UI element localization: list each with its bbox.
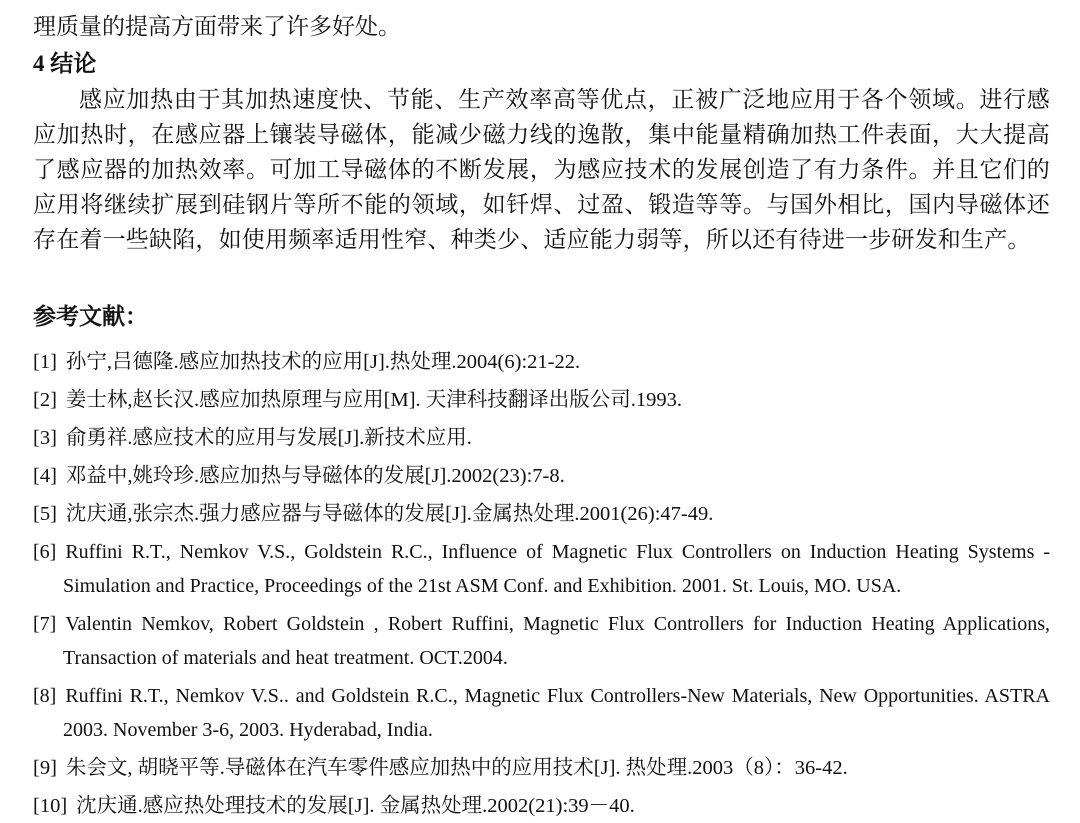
reference-marker: [5]	[33, 503, 57, 525]
reference-item-3	[33, 421, 1050, 455]
carryover-paragraph-line: 理质量的提高方面带来了许多好处。	[33, 14, 401, 39]
reference-item-2	[33, 383, 1050, 417]
reference-marker: [6]	[33, 541, 57, 563]
reference-item-9	[33, 751, 1050, 785]
reference-item-4	[33, 459, 1050, 493]
reference-text: 沈庆通.感应热处理技术的发展[J]. 金属热处理.2002(21):39－40.	[76, 795, 635, 817]
reference-marker: [3]	[33, 427, 57, 449]
conclusion-section-heading: 4 结论	[33, 51, 97, 76]
references-list	[33, 345, 1050, 823]
reference-marker: [9]	[33, 757, 57, 779]
reference-item-5	[33, 497, 1050, 531]
reference-marker: [1]	[33, 351, 57, 373]
reference-marker: [4]	[33, 465, 57, 487]
reference-item-1	[33, 345, 1050, 379]
reference-text: Ruffini R.T., Nemkov V.S.. and Goldstein R.C., Magnetic Flux Controllers-New Materials, New Opportunities. ASTRA 2003. November 3-6, 2003. Hyderabad, India.	[63, 685, 1050, 741]
reference-text: 姜士林,赵长汉.感应加热原理与应用[M]. 天津科技翻译出版公司.1993.	[65, 389, 683, 411]
reference-text: 孙宁,吕德隆.感应加热技术的应用[J].热处理.2004(6):21-22.	[65, 351, 581, 373]
reference-marker: [10]	[33, 795, 68, 817]
reference-text: Ruffini R.T., Nemkov V.S., Goldstein R.C., Influence of Magnetic Flux Controllers on Induction Heating Systems -Simulation and Practice, Proceedings of the 21st ASM Conf. and Exhibition. 2001. St. Louis, MO. USA.	[63, 541, 1050, 597]
reference-item-10	[33, 789, 1050, 823]
reference-item-7	[33, 607, 1050, 675]
references-heading: 参考文献：	[33, 304, 148, 329]
reference-item-6	[33, 535, 1050, 603]
reference-marker: [2]	[33, 389, 57, 411]
reference-text: 邓益中,姚玲珍.感应加热与导磁体的发展[J].2002(23):7-8.	[65, 465, 565, 487]
reference-text: 俞勇祥.感应技术的应用与发展[J].新技术应用.	[65, 427, 472, 449]
reference-item-8	[33, 679, 1050, 747]
conclusion-paragraph: 感应加热由于其加热速度快、节能、生产效率高等优点，正被广泛地应用于各个领域。进行感应加热时，在感应器上镶装导磁体，能减少磁力线的逸散，集中能量精确加热工件表面，大大提高了感应器的加热效率。可加工导磁体的不断发展，为感应技术的发展创造了有力条件。并且它们的应用将继续扩展到硅钢片等所不能的领域，如钎焊、过盈、锻造等等。与国外相比，国内导磁体还存在着一些缺陷，如使用频率适用性窄、种类少、适应能力弱等，所以还有待进一步研发和生产。	[33, 87, 1050, 252]
reference-marker: [7]	[33, 613, 57, 635]
reference-text: 沈庆通,张宗杰.强力感应器与导磁体的发展[J].金属热处理.2001(26):47-49.	[65, 503, 714, 525]
reference-text: Valentin Nemkov, Robert Goldstein , Robert Ruffini, Magnetic Flux Controllers for Induction Heating Applications, Transaction of materials and heat treatment. OCT.2004.	[63, 613, 1050, 669]
reference-text: 朱会文, 胡晓平等.导磁体在汽车零件感应加热中的应用技术[J]. 热处理.2003（8）：36-42.	[65, 757, 848, 779]
reference-marker: [8]	[33, 685, 57, 707]
